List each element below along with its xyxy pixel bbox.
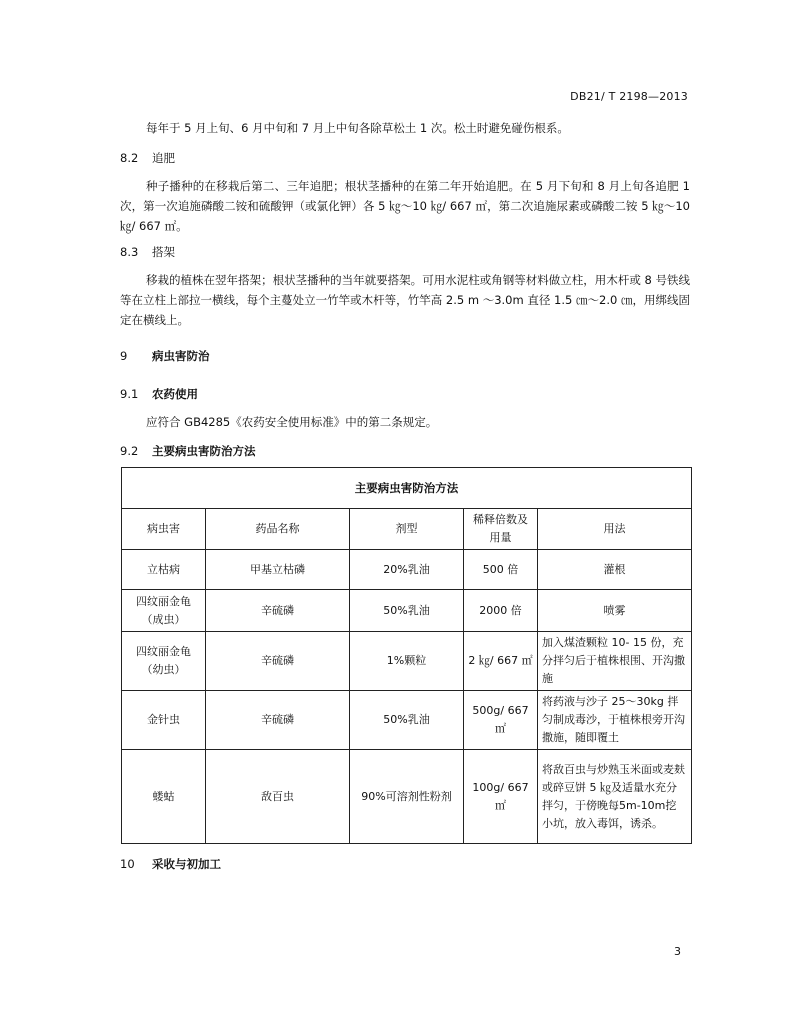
section-8-2-heading xyxy=(120,150,175,166)
cell-dosage: 500g/ 667 ㎡ xyxy=(464,691,538,750)
section-title: 追肥 xyxy=(152,151,175,165)
cell-drug: 辛硫磷 xyxy=(206,632,350,691)
section-number: 10 xyxy=(120,857,135,871)
cell-drug: 辛硫磷 xyxy=(206,590,350,632)
section-title: 搭架 xyxy=(152,245,175,259)
cell-drug: 甲基立枯磷 xyxy=(206,550,350,590)
section-9-1-heading xyxy=(120,386,198,402)
header-cell: 用法 xyxy=(538,509,692,550)
cell-dosage: 2 ㎏/ 667 ㎡ xyxy=(464,632,538,691)
cell-pest: 蝼蛄 xyxy=(122,750,206,844)
table-row xyxy=(122,590,692,632)
table-row xyxy=(122,632,692,691)
cell-drug: 辛硫磷 xyxy=(206,691,350,750)
cell-dosage: 2000 倍 xyxy=(464,590,538,632)
cell-dosage: 100g/ 667 ㎡ xyxy=(464,750,538,844)
cell-drug: 敌百虫 xyxy=(206,750,350,844)
cell-method: 将敌百虫与炒熟玉米面或麦麸或碎豆饼 5 ㎏及适量水充分拌匀，于傍晚每5m-10m挖小坑，放入毒饵，诱杀。 xyxy=(538,750,692,844)
header-cell: 稀释倍数及用量 xyxy=(464,509,538,550)
cell-method: 加入煤渣颗粒 10- 15 份，充分拌匀后于植株根围、开沟撒施 xyxy=(538,632,692,691)
header-cell: 剂型 xyxy=(350,509,464,550)
paragraph-pesticide-use: 应符合 GB4285《农药安全使用标准》中的第二条规定。 xyxy=(146,415,438,429)
cell-formulation: 1%颗粒 xyxy=(350,632,464,691)
section-title: 采收与初加工 xyxy=(152,857,221,871)
table-caption-row xyxy=(122,468,692,509)
section-9-2-heading xyxy=(120,443,256,459)
section-number: 9.2 xyxy=(120,444,139,458)
section-number: 9.1 xyxy=(120,387,139,401)
cell-formulation: 20%乳油 xyxy=(350,550,464,590)
cell-dosage: 500 倍 xyxy=(464,550,538,590)
section-title: 农药使用 xyxy=(152,387,198,401)
cell-pest: 金针虫 xyxy=(122,691,206,750)
header-cell: 病虫害 xyxy=(122,509,206,550)
section-9-heading xyxy=(120,348,210,364)
cell-formulation: 50%乳油 xyxy=(350,691,464,750)
table-header-row xyxy=(122,509,692,550)
paragraph-fertilizing: 种子播种的在移栽后第二、三年追肥；根状茎播种的在第二年开始追肥。在 5 月下旬和 8 月上旬各追肥 1 次，第一次追施磷酸二铵和硫酸钾（或氯化钾）各 5 ㎏～10 ㎏/ 667 ㎡，第二次追施尿素或磷酸二铵 5 ㎏～10 ㎏/ 667 ㎡。 xyxy=(120,179,690,233)
section-title: 病虫害防治 xyxy=(152,349,210,363)
cell-pest: 四纹丽金龟（幼虫） xyxy=(122,632,206,691)
paragraph-weeding: 每年于 5 月上旬、6 月中旬和 7 月上中旬各除草松土 1 次。松土时避免碰伤根系。 xyxy=(146,121,569,135)
section-number: 8.2 xyxy=(120,151,139,165)
section-10-heading xyxy=(120,856,221,872)
header-cell: 药品名称 xyxy=(206,509,350,550)
section-title: 主要病虫害防治方法 xyxy=(152,444,256,458)
section-number: 8.3 xyxy=(120,245,139,259)
page-number: 3 xyxy=(674,945,681,958)
table-row xyxy=(122,550,692,590)
section-8-3-heading xyxy=(120,244,175,260)
cell-pest: 四纹丽金龟（成虫） xyxy=(122,590,206,632)
cell-pest: 立枯病 xyxy=(122,550,206,590)
table-caption: 主要病虫害防治方法 xyxy=(122,468,692,509)
cell-method: 灌根 xyxy=(538,550,692,590)
pest-control-table xyxy=(121,467,692,844)
cell-formulation: 90%可溶剂性粉剂 xyxy=(350,750,464,844)
cell-method: 喷雾 xyxy=(538,590,692,632)
table-row xyxy=(122,691,692,750)
paragraph-trellis: 移栽的植株在翌年搭架；根状茎播种的当年就要搭架。可用水泥柱或角钢等材料做立柱，用木杆或 8 号铁线等在立柱上部拉一横线，每个主蔓处立一竹竿或木杆等，竹竿高 2.5 m ～3.0m 直径 1.5 ㎝～2.0 ㎝，用绑线固定在横线上。 xyxy=(120,273,690,327)
section-number: 9 xyxy=(120,349,128,363)
table-row xyxy=(122,750,692,844)
standard-code-header: DB21/ T 2198—2013 xyxy=(570,90,688,103)
cell-formulation: 50%乳油 xyxy=(350,590,464,632)
cell-method: 将药液与沙子 25～30kg 拌匀制成毒沙，于植株根旁开沟撒施，随即覆土 xyxy=(538,691,692,750)
